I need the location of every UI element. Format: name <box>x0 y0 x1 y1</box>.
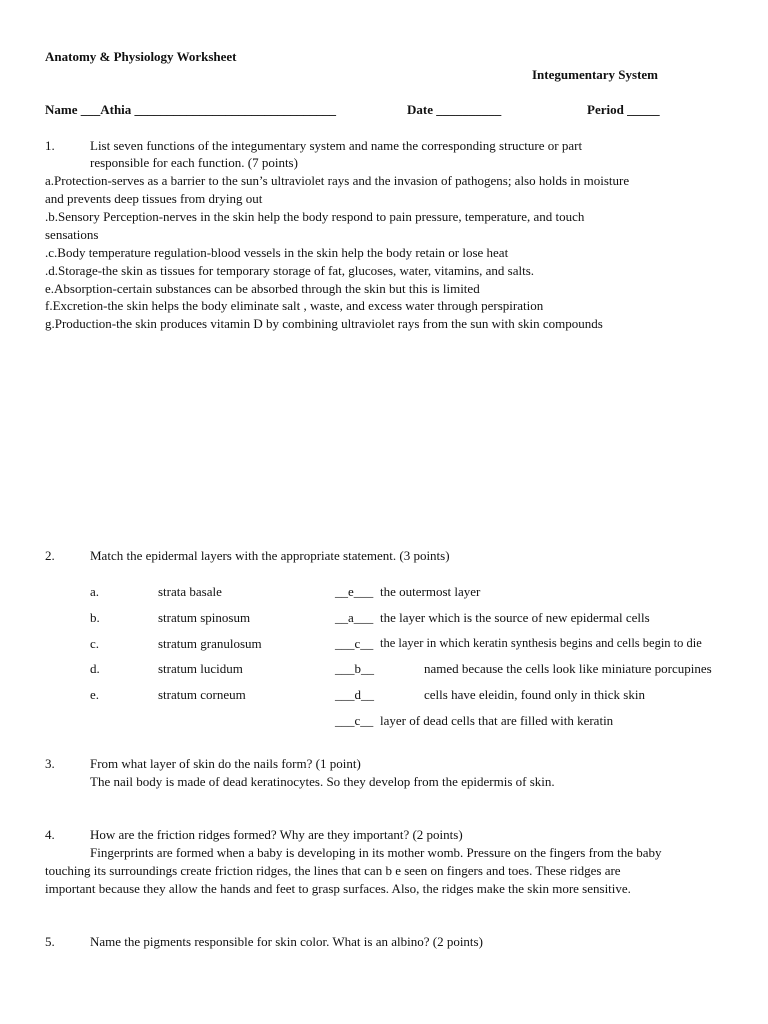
layer-name: stratum lucidum <box>158 661 243 676</box>
q4-answer-line: important because they allow the hands and feet to grasp surfaces. Also, the ridges make the skin more sensitive. <box>45 881 631 896</box>
worksheet-title: Anatomy & Physiology Worksheet <box>45 49 237 64</box>
q1-answer-line: g.Production-the skin produces vitamin D by combining ultraviolet rays from the sun with skin compounds <box>45 316 603 331</box>
q1-answer-line: .c.Body temperature regulation-blood vessels in the skin help the body retain or lose heat <box>45 245 509 260</box>
q1-answer-line: f.Excretion-the skin helps the body eliminate salt , waste, and excess water through perspiration <box>45 298 544 313</box>
q1-answer-line: and prevents deep tissues from drying out <box>45 191 263 206</box>
layer-name: stratum spinosum <box>158 610 251 625</box>
layer-letter: a. <box>90 584 100 599</box>
q2-prompt: Match the epidermal layers with the appropriate statement. (3 points) <box>90 548 450 563</box>
q1-answer-line: a.Protection-serves as a barrier to the sun’s ultraviolet rays and the invasion of pathogens; also holds in moisture <box>45 173 630 188</box>
layer-letter: d. <box>90 661 100 676</box>
match-statement: named because the cells look like miniature porcupines <box>424 661 712 676</box>
q1-prompt-line2: responsible for each function. (7 points) <box>90 155 298 170</box>
period-field: Period _____ <box>587 102 660 117</box>
q3-prompt: From what layer of skin do the nails form? (1 point) <box>90 756 361 771</box>
match-blank: __e___ <box>335 584 374 599</box>
q4-number: 4. <box>45 827 55 842</box>
q3-answer: The nail body is made of dead keratinocytes. So they develop from the epidermis of skin. <box>90 774 555 789</box>
match-statement: cells have eleidin, found only in thick skin <box>424 687 645 702</box>
match-statement: the outermost layer <box>380 584 481 599</box>
q2-number: 2. <box>45 548 55 563</box>
match-blank: ___d__ <box>335 687 374 702</box>
q4-answer-line: Fingerprints are formed when a baby is developing in its mother womb. Pressure on the fingers from the baby <box>90 845 662 860</box>
q4-answer-line: touching its surroundings create friction ridges, the lines that can b e seen on fingers and toes. These ridges are <box>45 863 621 878</box>
layer-name: strata basale <box>158 584 222 599</box>
match-blank: ___c__ <box>335 713 374 728</box>
layer-name: stratum corneum <box>158 687 246 702</box>
layer-letter: b. <box>90 610 100 625</box>
match-blank: __a___ <box>335 610 374 625</box>
match-blank: ___c__ <box>335 636 374 651</box>
q1-answer-line: e.Absorption-certain substances can be absorbed through the skin but this is limited <box>45 281 480 296</box>
q1-prompt-line1: List seven functions of the integumentary system and name the corresponding structure or part <box>90 138 583 153</box>
layer-name: stratum granulosum <box>158 636 262 651</box>
match-statement: layer of dead cells that are filled with keratin <box>380 713 614 728</box>
match-statement: the layer which is the source of new epidermal cells <box>380 610 650 625</box>
layer-letter: c. <box>90 636 100 651</box>
q1-answer-line: .d.Storage-the skin as tissues for temporary storage of fat, glucoses, water, vitamins, and salts. <box>45 263 535 278</box>
q1-answer-line: sensations <box>45 227 99 242</box>
q5-number: 5. <box>45 934 55 949</box>
match-statement: the layer in which keratin synthesis begins and cells begin to die <box>380 636 702 650</box>
q1-number: 1. <box>45 138 55 153</box>
q5-prompt: Name the pigments responsible for skin color. What is an albino? (2 points) <box>90 934 483 949</box>
subject-title: Integumentary System <box>532 67 659 82</box>
date-field: Date __________ <box>407 102 502 117</box>
match-blank: ___b__ <box>335 661 374 676</box>
q1-answer-line: .b.Sensory Perception-nerves in the skin help the body respond to pain pressure, temperature, and touch <box>45 209 585 224</box>
q4-prompt: How are the friction ridges formed? Why are they important? (2 points) <box>90 827 463 842</box>
name-field: Name ___Athia _______________________________ <box>45 102 337 117</box>
q3-number: 3. <box>45 756 55 771</box>
layer-letter: e. <box>90 687 100 702</box>
